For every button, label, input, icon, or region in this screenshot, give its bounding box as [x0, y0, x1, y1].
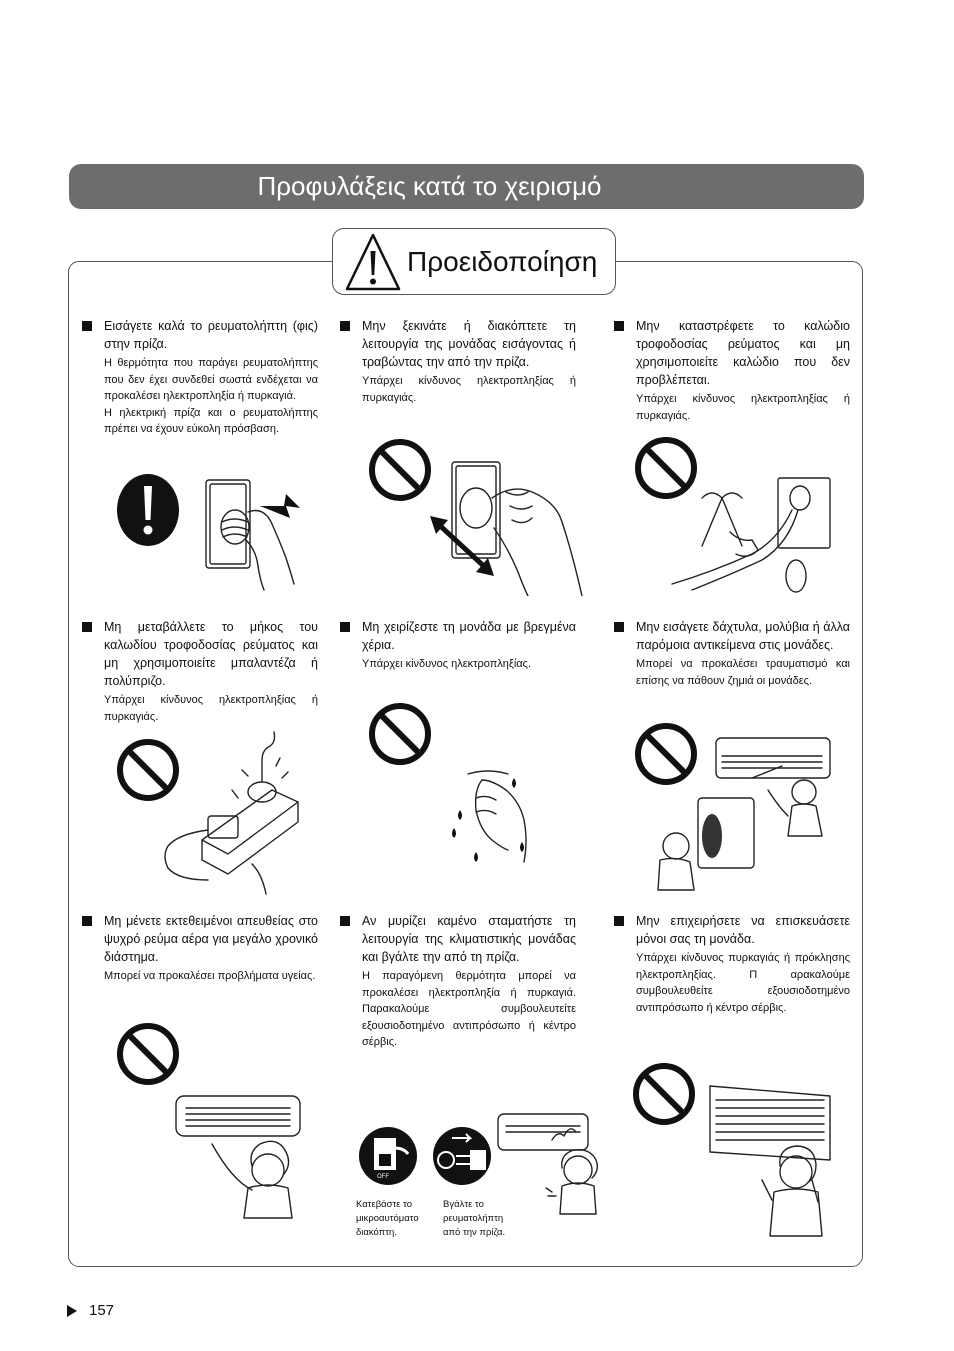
- person-figure: [780, 1156, 812, 1188]
- person-figure: [564, 1156, 592, 1184]
- warning-heading: Μη μένετε εκτεθειμένοι απευθείας στο ψυχρό ρεύμα αέρα για μεγάλο χρονικό διάστημα.: [82, 912, 318, 966]
- warning-heading: Εισάγετε καλά το ρευματολήπτη (φις) στην πρίζα.: [82, 317, 318, 353]
- person-figure: [252, 1154, 284, 1186]
- pliers-icon: [702, 493, 742, 546]
- page-title-bar: [69, 164, 864, 209]
- child-figure: [792, 780, 816, 804]
- warning-item-burning-smell: [340, 912, 576, 1051]
- warning-item-wet-hands: [340, 618, 576, 673]
- warning-heading: Αν μυρίζει καμένο σταματήστε τη λειτουργία της κλιματιστικής μονάδας και βγάλτε την από τη πρίζα.: [340, 912, 576, 966]
- multi-plug-illustration: [112, 730, 312, 900]
- page-number: [67, 1302, 114, 1319]
- indoor-unit-open: [710, 1086, 830, 1160]
- warning-item-cord-damage: [614, 317, 850, 424]
- warning-item-plug-in: [82, 317, 318, 438]
- warning-heading: Μην καταστρέφετε το καλώδιο τροφοδοσίας ρεύματος και μη χρησιμοποιείτε καλώδιο που δεν προβλέπεται.: [614, 317, 850, 389]
- caption-breaker: Κατεβάστε το μικροαυτόματο διακόπτη.: [356, 1199, 419, 1238]
- hand: [248, 511, 294, 585]
- off-label: OFF: [377, 1174, 389, 1180]
- unplug-illustration: [364, 436, 594, 596]
- wet-hands-illustration: [364, 702, 544, 872]
- warning-heading: Μη μεταβάλλετε το μήκος του καλωδίου τροφοδοσίας ρεύματος και μη χρησιμοποιείτε μπαλαντέζα ή πολύπριζο.: [82, 618, 318, 690]
- hand: [492, 489, 582, 596]
- page-marker-icon: [67, 1305, 77, 1317]
- plug: [248, 782, 276, 802]
- warning-heading: Μην εισάγετε δάχτυλα, μολύβια ή άλλα παρόμοια αντικείμενα στις μονάδες.: [614, 618, 850, 654]
- warning-item-foreign-objects: [614, 618, 850, 689]
- cold-air-illustration: [112, 1020, 312, 1220]
- child-figure: [663, 833, 689, 859]
- wet-hand: [468, 771, 526, 862]
- warning-label: Προειδοποίηση: [407, 245, 598, 277]
- warning-heading: Μην επιχειρήσετε να επισκευάσετε μόνοι σας τη μονάδα.: [614, 912, 850, 948]
- caption-unplug: Βγάλτε το ρευματολήπτη από την πρίζα.: [443, 1199, 506, 1238]
- warning-detail: Υπάρχει κίνδυνος πυρκαγιάς ή πρόκλησης ηλεκτροπληξίας. Π αρακαλούμε συμβουλευθείτε εξουσιοδοτημένο αντιπρόσωπο ή κέντρο σέρβις.: [636, 952, 850, 1014]
- warning-detail: Η θερμότητα που παράγει ρευματολήπτης που δεν έχει συνδεθεί σωστά ενδέχεται να προκαλέσει ηλεκτροπληξία ή πυρκαγιά. Η ηλεκτρική πρίζα και ο ρευματολήπτης πρέπει να έχουν εύκολη πρόσβαση.: [104, 357, 318, 435]
- self-repair-illustration: [630, 1060, 840, 1240]
- warning-detail: Μπορεί να προκαλέσει προβλήματα υγείας.: [104, 970, 316, 982]
- page-title: Προφυλάξεις κατά το χειρισμό: [257, 171, 602, 201]
- warning-detail: Υπάρχει κίνδυνος ηλεκτροπληξίας ή πυρκαγιάς.: [104, 694, 318, 723]
- page-number-value: 157: [89, 1302, 115, 1319]
- power-strip: [202, 790, 298, 854]
- warning-heading: Μη χειρίζεστε τη μονάδα με βρεγμένα χέρια.: [340, 618, 576, 654]
- indoor-unit: [176, 1096, 300, 1136]
- warning-detail: Υπάρχει κίνδυνος ηλεκτροπληξίας ή πυρκαγιάς.: [362, 375, 576, 404]
- cord-cutting-illustration: [632, 436, 842, 596]
- warning-item-no-unplug: [340, 317, 576, 406]
- tools: [762, 1180, 818, 1202]
- indoor-unit: [716, 738, 830, 778]
- finger-insert-illustration: [632, 720, 842, 896]
- water-drops: [452, 778, 524, 862]
- warning-triangle-icon: [345, 233, 401, 291]
- plug-in-illustration: [110, 472, 310, 592]
- warning-heading: Μην ξεκινάτε ή διακόπτετε τη λειτουργία της μονάδας εισάγοντας ή τραβώντας την από την πρίζα.: [340, 317, 576, 371]
- wall-socket: [206, 480, 250, 568]
- smoke: [552, 1129, 576, 1140]
- warning-item-self-repair: [614, 912, 850, 1016]
- warning-detail: Η παραγόμενη θερμότητα μπορεί να προκαλέσει ηλεκτροπληξία ή πυρκαγιά. Παρακαλούμε συμβουλευτείτε εξουσιοδοτημένο αντιπρόσωπο ή κέντρο σέρβις.: [362, 970, 576, 1048]
- warning-detail: Μπορεί να προκαλέσει τραυματισμό και επίσης να πάθουν ζημιά οι μονάδες.: [636, 658, 850, 687]
- warning-label-box: [332, 228, 616, 295]
- plug: [460, 488, 492, 528]
- warning-item-extension-cord: [82, 618, 318, 725]
- warning-detail: Υπάρχει κίνδυνος ηλεκτροπληξίας.: [362, 658, 532, 670]
- warning-detail: Υπάρχει κίνδυνος ηλεκτροπληξίας ή πυρκαγιάς.: [636, 393, 850, 422]
- warning-item-cold-air: [82, 912, 318, 985]
